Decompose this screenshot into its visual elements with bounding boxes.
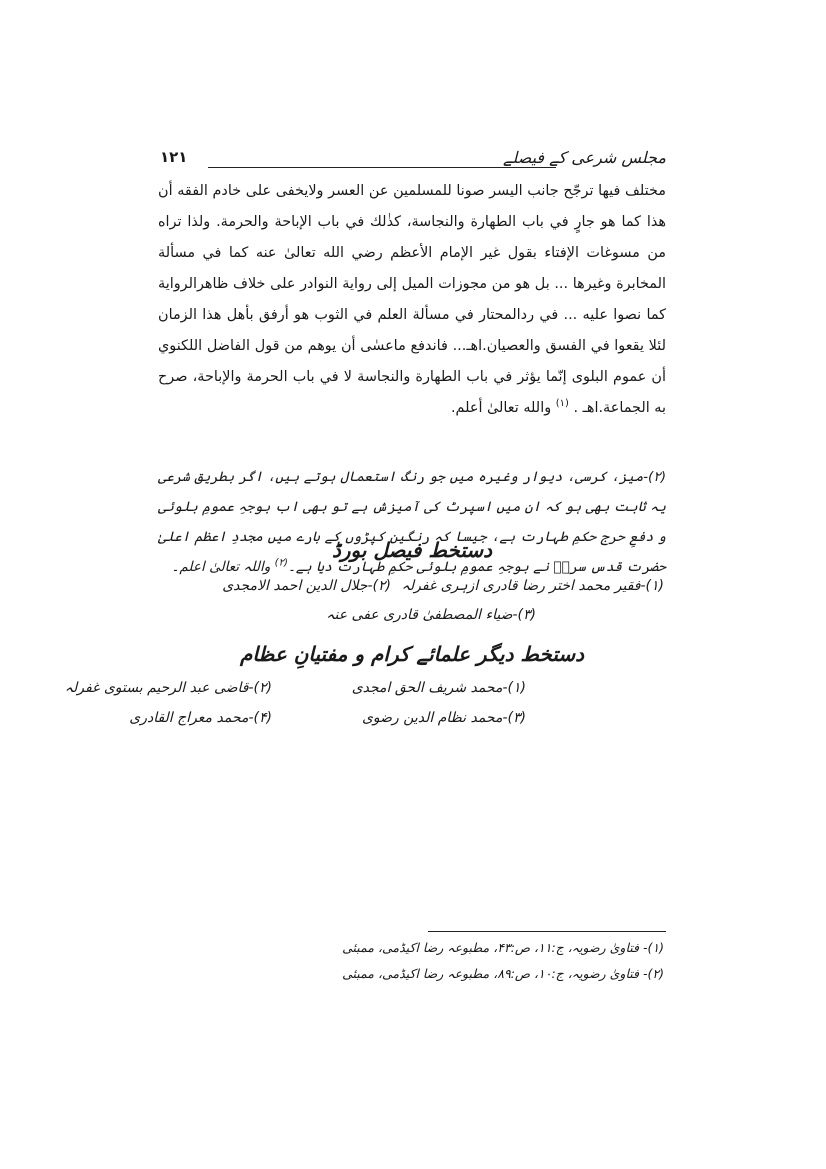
urdu-paragraph-text: (۲)-میز، کرسی، دیوار وغیرہ میں جو رنگ استعمال ہوتے ہیں، اگر بطریق شرعی یہ ثابت بھی ہو کہ ان میں اسپرٹ کی آمیزش ہے تو بھی اب بوجہِ عمومِ بلوئی و دفعِ حرج حکمِ طہارت ہے، جیسا کہ رنگین کپڑوں کے بارے میں مجددِ اعظم اعلیٰ حضرت قدس سرہٗ نے بوجہِ عمومِ بلوئی حکمِ طہارت دیا ہے۔ [158,469,666,575]
header-rule [208,167,556,168]
urdu-closing: واللہ تعالیٰ اعلم۔ [171,559,271,575]
ulama-signatory-1: (۱)-محمد شریف الحق امجدی [351,680,526,696]
footnote-2: (۲)- فتاویٰ رضویہ، ج:۱۰، ص:۸۹، مطبوعہ رضا اکیڈمی، ممبئی [342,966,664,981]
board-heading: دستخط فیصل بورڈ [331,538,493,562]
ulama-heading: دستخط دیگر علمائے کرام و مفتیانِ عظام [239,642,585,666]
page-number: ۱۲۱ [160,148,188,166]
arabic-closing: والله تعالیٰ أعلم. [450,400,552,416]
ulama-signatory-3: (۳)-محمد نظام الدین رضوی [361,710,526,726]
board-signatory-3: (۳)-ضیاء المصطفیٰ قادری عفی عنہ [326,607,536,623]
footnote-1: (۱)- فتاویٰ رضویہ، ج:۱۱، ص:۴۳، مطبوعہ رضا اکیڈمی، ممبئی [342,940,664,955]
footnote-ref-1: (۱) [555,398,569,410]
board-signatory-1: (۱)-فقیر محمد اختر رضا قادری ازہری غفرلہ [401,578,664,594]
ulama-signatory-4: (۴)-محمد معراج القادری [129,710,272,726]
arabic-paragraph [158,176,666,424]
ulama-signatory-2: (۲)-قاضی عبد الرحیم بستوی غفرلہ [64,680,272,696]
arabic-paragraph-text: مختلف فيها ترجّح جانب اليسر صونا للمسلمين عن العسر ولايخفى على خادم الفقه أن هذا كما هو جارٍ في باب الطهارة والنجاسة، كذٰلك في باب الإباحة والحرمة. ولذا تراه من مسوغات الإفتاء بقول غير الإمام الأعظم رضي الله تعالىٰ عنه كما في مسألة المخابرة وغيرها ... بل هو من مجوزات الميل إلى رواية النوادر على خلاف ظاهرالرواية كما نصوا عليه ... في ردالمحتار في مسألة العلم في الثوب هو أرفق بأهل هذا الزمان لئلا يقعوا في الفسق والعصيان.اهـ... فاندفع ماعسٰى أن يوهم من قول الفاضل اللكنوي أن عموم البلوى إنّما يؤثر في باب الطهارة والنجاسة لا في باب الحرمة والإباحة، صرح به الجماعة.اهـ . [158,183,666,416]
header-title: مجلس شرعی کے فیصلے [503,148,666,167]
footnote-ref-2: (۲) [274,557,288,569]
urdu-paragraph [158,462,666,582]
footnote-rule [428,931,666,932]
running-header [160,148,666,174]
board-signatory-2: (۲)-جلال الدین احمد الامجدی [222,578,391,594]
